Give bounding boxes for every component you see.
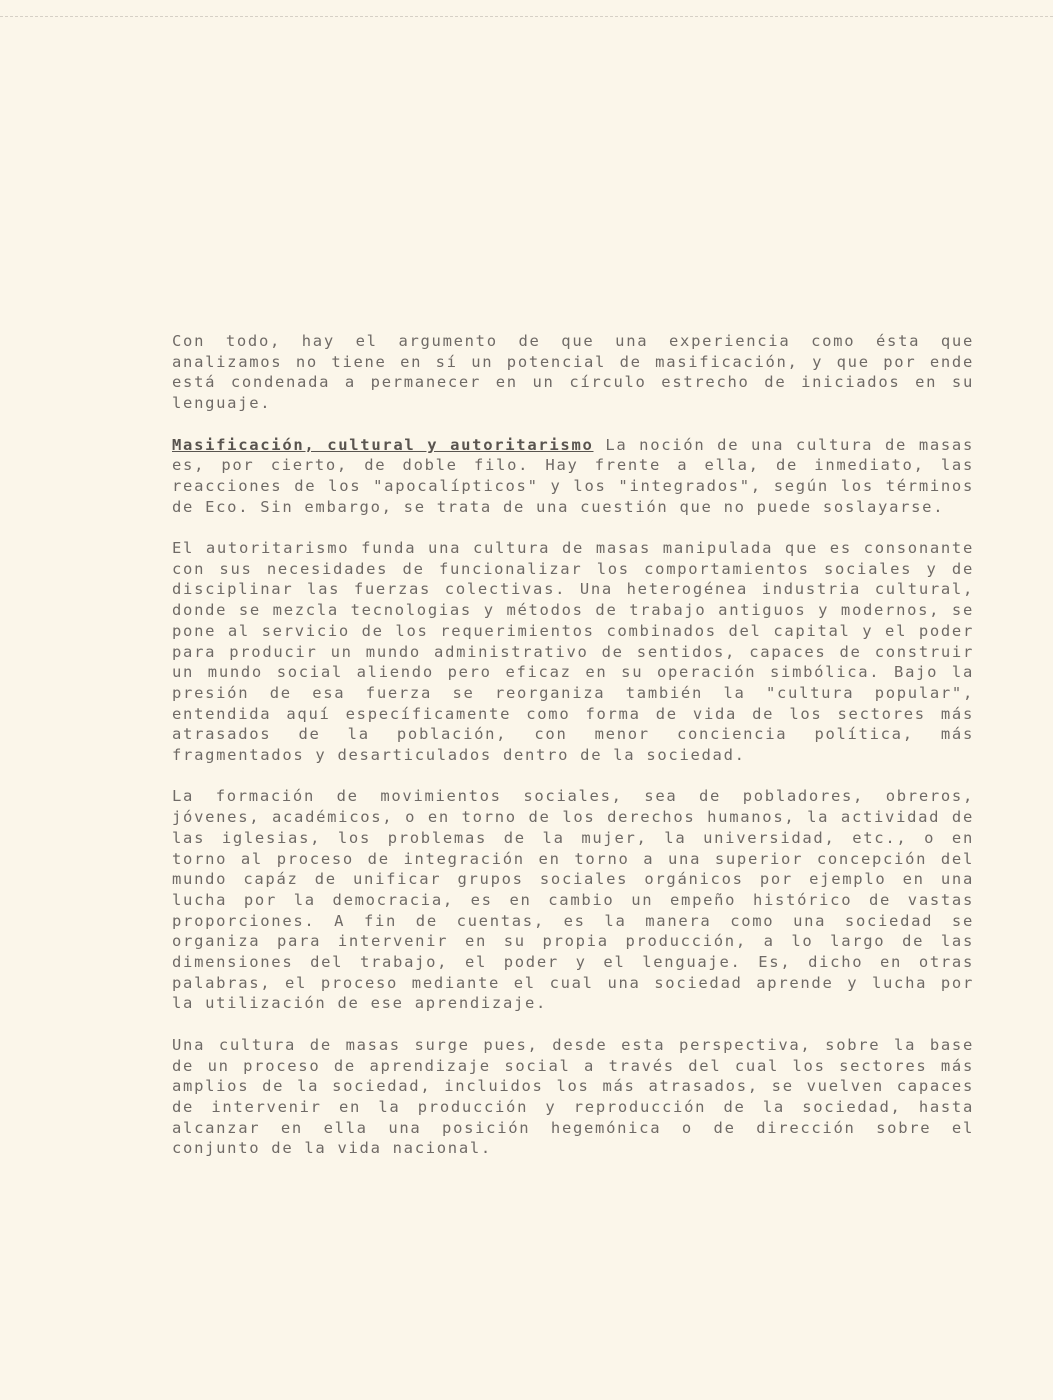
paragraph-text: El autoritarismo funda una cultura de masas manipulada que es consonante con sus necesidades de funcionalizar los comportamientos sociales y de disciplinar las fuerzas colectivas. Una heterogénea industria cultural, donde se mezcla tecnologias y métodos de trabajo antiguos y modernos, se pone al servicio de los requerimientos combinados del capital y el poder para producir un mundo administrativo de sentidos, capaces de construir un mundo social aliendo pero eficaz en su operación simbólica. Bajo la presión de esa fuerza se reorganiza también la "cultura popular", entendida aquí específicamente como forma de vida de los sectores más atrasados de la población, con menor conciencia política, más fragmentados y desarticulados dentro de la sociedad. xyxy=(172,539,974,765)
page-top-edge xyxy=(0,16,1053,17)
paragraph-argument xyxy=(172,331,974,414)
paragraph-text: Con todo, hay el argumento de que una experiencia como ésta que analizamos no tiene en sí un potencial de masificación, y que por ende está condenada a permanecer en un círculo estrecho de iniciados en su lenguaje. xyxy=(172,332,974,413)
paragraph-movimientos xyxy=(172,786,974,1014)
document-body xyxy=(172,331,974,1180)
section-heading: Masificación, cultural y autoritarismo xyxy=(172,435,594,454)
paragraph-text: La noción de una cultura de masas es, por cierto, de doble filo. Hay frente a ella, de inmediato, las reacciones de los "apocalípticos" y los "integrados", según los términos de Eco. Sin embargo, se trata de una cuestión que no puede soslayarse. xyxy=(172,435,974,516)
paragraph-masificacion xyxy=(172,435,974,518)
paragraph-text: Una cultura de masas surge pues, desde esta perspectiva, sobre la base de un proceso de aprendizaje social a través del cual los sectores más amplios de la sociedad, incluidos los más atrasados, se vuelven capaces de intervenir en la producción y reproducción de la sociedad, hasta alcanzar en ella una posición hegemónica o de dirección sobre el conjunto de la vida nacional. xyxy=(172,1035,974,1158)
paragraph-text: La formación de movimientos sociales, sea de pobladores, obreros, jóvenes, académicos, o en torno de los derechos humanos, la actividad de las iglesias, los problemas de la mujer, la universidad, etc., o en torno al proceso de integración en torno a una superior concepción del mundo capáz de unificar grupos sociales orgánicos por ejemplo en una lucha por la democracia, es en cambio un empeño histórico de vastas proporciones. A fin de cuentas, es la manera como una sociedad se organiza para intervenir en su propia producción, a lo largo de las dimensiones del trabajo, el poder y el lenguaje. Es, dicho en otras palabras, el proceso mediante el cual una sociedad aprende y lucha por la utilización de ese aprendizaje. xyxy=(172,787,974,1013)
paragraph-autoritarismo xyxy=(172,538,974,766)
paragraph-cultura-de-masas xyxy=(172,1035,974,1159)
